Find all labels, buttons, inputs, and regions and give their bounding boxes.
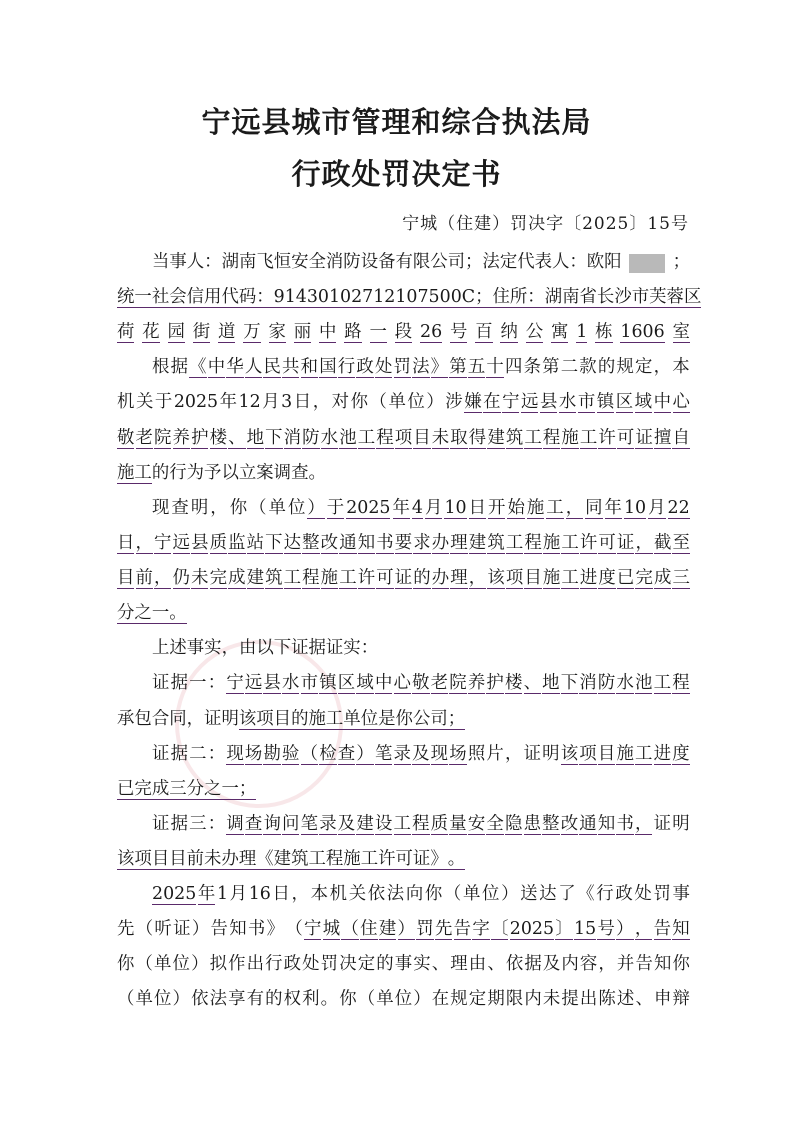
found-line-3: 目 前 ， 仍 未 完 成 建 筑 工 程 施 工 许 可 证 的 办 理 ， 该 项 目 施 工 进 度 已 完 成 三 [117,568,690,588]
facts-line: 上述事实，由以下证据证实： [152,638,379,658]
party-text: 当事人：湖南飞恒安全消防设备有限公司；法定代表人：欧阳 [152,252,622,272]
found-line-2: 日 ， 宁 远 县 质 监 站 下 达 整 改 通 知 书 要 求 办 理 建 筑 工 程 施 工 许 可 证 ， 截 至 [117,533,690,553]
found-line-1: 现 查 明 ， 你 （ 单 位 ） 于 2025 年 4 月 10 日 开 始 施 工 ， 同 年 10 月 22 [152,498,690,518]
evidence-2-line-1: 证 据 二 ： 现 场 勘 验 （ 检 查 ） 笔 录 及 现 场 照 片 ， 证 明 该 项 目 施 工 进 度 [152,744,690,764]
basis-line-2: 机 关 于 2025 年 12 月 3 日 ， 对 你 （ 单 位 ） 涉 嫌 在 宁 远 县 水 市 镇 区 域 中 心 [117,392,690,412]
party-line-1 [152,254,690,273]
document-number: 宁城（住建）罚决字〔2025〕15号 [402,214,689,234]
basis-line-3: 敬 老 院 养 护 楼 、 地 下 消 防 水 池 工 程 项 目 未 取 得 建 筑 工 程 施 工 许 可 证 擅 自 [117,428,690,448]
basis-line-4: 施 工 的 行 为 予 以 立 案 调 查 。 [117,463,326,483]
evidence-3-line-2: 该 项 目 目 前 未 办 理 《 建 筑 工 程 施 工 许 可 证 》 。 [117,849,466,869]
evidence-2-line-2: 已 完 成 三 分 之 一 ； [117,779,257,799]
document-title: 行政处罚决定书 [291,157,502,191]
agency-title: 宁远县城市管理和综合执法局 [201,105,592,139]
evidence-3-line-1: 证 据 三 ： 调 查 询 问 笔 录 及 建 设 工 程 质 量 安 全 隐 患 整 改 通 知 书 ， 证 明 [152,814,690,834]
party-text-end: ； [672,252,690,272]
notice-line-1: 2025 年 1 月 16 日 ， 本 机 关 依 法 向 你 （ 单 位 ） 送 达 了 《 行 政 处 罚 事 [152,884,690,904]
found-line-4: 分 之 一 。 [117,603,187,623]
redaction-block [629,254,665,273]
evidence-1-line-1: 证 据 一 ： 宁 远 县 水 市 镇 区 域 中 心 敬 老 院 养 护 楼 、 地 下 消 防 水 池 工 程 [152,673,690,693]
basis-line-1: 根 据 《 中 华 人 民 共 和 国 行 政 处 罚 法 》 第 五 十 四 条 第 二 款 的 规 定 ， 本 [152,357,690,377]
notice-line-2: 先 （ 听 证 ） 告 知 书 》 （ 宁 城 （ 住 建 ） 罚 先 告 字 〔 2025 〕 15 号 ） ， 告 知 [117,919,690,939]
party-line-2: 统 一 社 会 信 用 代 码 ： 91430102712107500C ； 住 所 ： 湖 南 省 长 沙 市 芙 蓉 区 [117,287,702,307]
notice-line-4: （ 单 位 ） 依 法 享 有 的 权 利 。 你 （ 单 位 ） 在 规 定 期 限 内 未 提 出 陈 述 、 申 辩 [117,989,690,1009]
evidence-1-line-2: 承 包 合 同 ， 证 明 该 项 目 的 施 工 单 位 是 你 公 司 ； [117,709,466,729]
party-line-3: 荷 花 园 街 道 万 家 丽 中 路 一 段 26 号 百 纳 公 寓 1 栋 1606 室 [117,322,690,342]
notice-line-3: 你 （ 单 位 ） 拟 作 出 行 政 处 罚 决 定 的 事 实 、 理 由 、 依 据 及 内 容 ， 并 告 知 你 [117,954,690,974]
